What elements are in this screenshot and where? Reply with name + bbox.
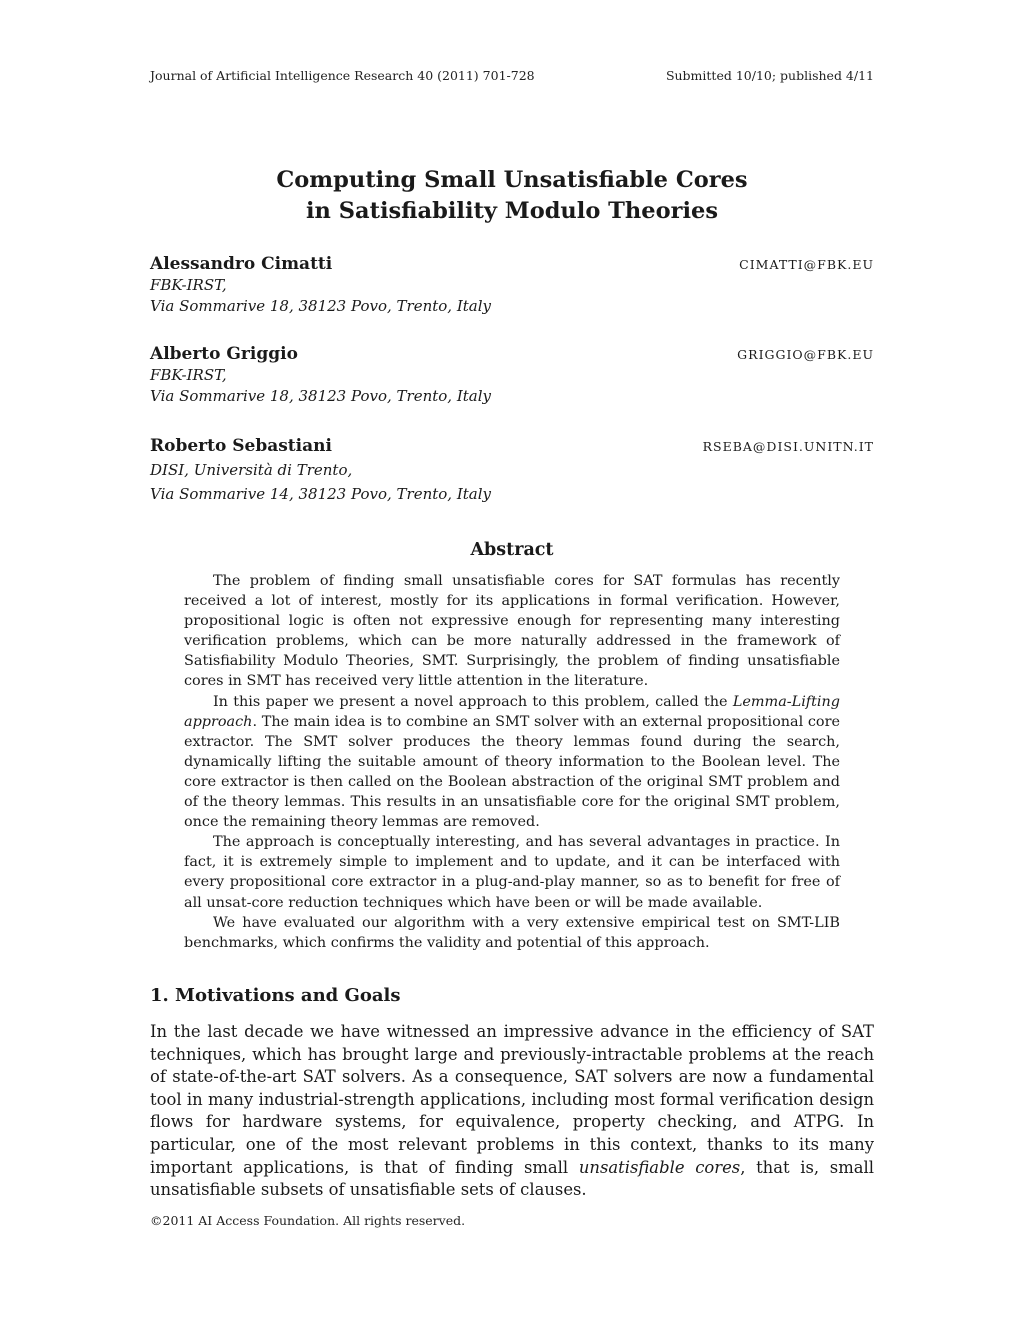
author-email: CIMATTI@FBK.EU <box>739 257 874 272</box>
abstract-paragraph-2 <box>184 692 840 833</box>
title-line-1: Computing Small Unsatisfiable Cores <box>276 167 748 193</box>
author-block-2 <box>150 344 874 407</box>
author-affiliation: DISI, Università di Trento, <box>150 461 353 479</box>
title-line-2: in Satisfiability Modulo Theories <box>306 198 718 224</box>
author-name: Alberto Griggio <box>150 344 298 364</box>
author-name: Alessandro Cimatti <box>150 254 333 274</box>
abstract-paragraph-4: We have evaluated our algorithm with a very extensive empirical test on SMT-LIB benchmarks, which confirms the validity and potential of this approach. <box>184 914 840 951</box>
author-affiliation: FBK-IRST, <box>150 366 227 384</box>
author-address: Via Sommarive 18, 38123 Povo, Trento, Italy <box>150 297 492 315</box>
journal-citation: Journal of Artificial Intelligence Research 40 (2011) 701-728 <box>150 68 535 83</box>
submission-dates: Submitted 10/10; published 4/11 <box>665 68 874 83</box>
copyright-footer: ©2011 AI Access Foundation. All rights reserved. <box>150 1213 466 1228</box>
author-block-1 <box>150 254 874 317</box>
abstract-paragraph-3: The approach is conceptually interesting, and has several advantages in practice. In fact, it is extremely simple to implement and to update, and it can be interfaced with every propositional core extractor in a plug-and-play manner, so as to benefit for free of all unsat-core reduction techniques which have been or will be made available. <box>184 834 840 911</box>
abstract-heading: Abstract <box>470 540 554 560</box>
section-heading: 1. Motivations and Goals <box>150 985 401 1006</box>
author-affiliation: FBK-IRST, <box>150 276 227 294</box>
abstract-p2-end: . The main idea is to combine an SMT solver with an external propositional core extractor. The SMT solver produces the theory lemmas found during the search, dynamically lifting the suitable amount of theory information to the Boolean level. The core extractor is then called on the Boolean abstraction of the original SMT problem and of the theory lemmas. This results in an unsatisfiable core for the original SMT problem, once the remaining theory lemmas are removed. <box>184 713 840 831</box>
author-name: Roberto Sebastiani <box>150 436 332 456</box>
abstract-p2-emphasis: Lemma-Lifting approach <box>184 693 840 730</box>
body-text-end: , that is, small unsatisfiable subsets of unsatisfiable sets of clauses. <box>150 1157 874 1200</box>
author-address: Via Sommarive 14, 38123 Povo, Trento, Italy <box>150 485 492 503</box>
abstract-body <box>184 571 840 953</box>
body-paragraph <box>150 1021 874 1202</box>
running-head <box>150 68 874 83</box>
author-address: Via Sommarive 18, 38123 Povo, Trento, Italy <box>150 387 492 405</box>
section-body <box>150 1021 874 1202</box>
paper-title <box>0 165 1024 227</box>
body-text-start: In the last decade we have witnessed an impressive advance in the efficiency of SAT techniques, which has brought large and previously-intractable problems at the reach of state-of-the-art SAT solvers. As a consequence, SAT solvers are now a fundamental tool in many industrial-strength applications, including most formal verification design flows for hardware systems, for equivalence, property checking, and ATPG. In particular, one of the most relevant problems in this context, thanks to its many important applications, is that of finding small <box>150 1022 874 1177</box>
author-block-3 <box>150 436 874 505</box>
body-text-emphasis: unsatisfiable cores <box>578 1157 741 1177</box>
abstract-p2-start: In this paper we present a novel approach to this problem, called the <box>213 693 733 710</box>
author-email: GRIGGIO@FBK.EU <box>737 347 874 362</box>
author-email: RSEBA@DISI.UNITN.IT <box>702 439 874 454</box>
abstract-paragraph-1: The problem of finding small unsatisfiable cores for SAT formulas has recently received a lot of interest, mostly for its applications in formal verification. However, propositional logic is often not expressive enough for representing many interesting verification problems, which can be more naturally addressed in the framework of Satisfiability Modulo Theories, SMT. Surprisingly, the problem of finding unsatisfiable cores in SMT has received very little attention in the literature. <box>184 573 840 690</box>
